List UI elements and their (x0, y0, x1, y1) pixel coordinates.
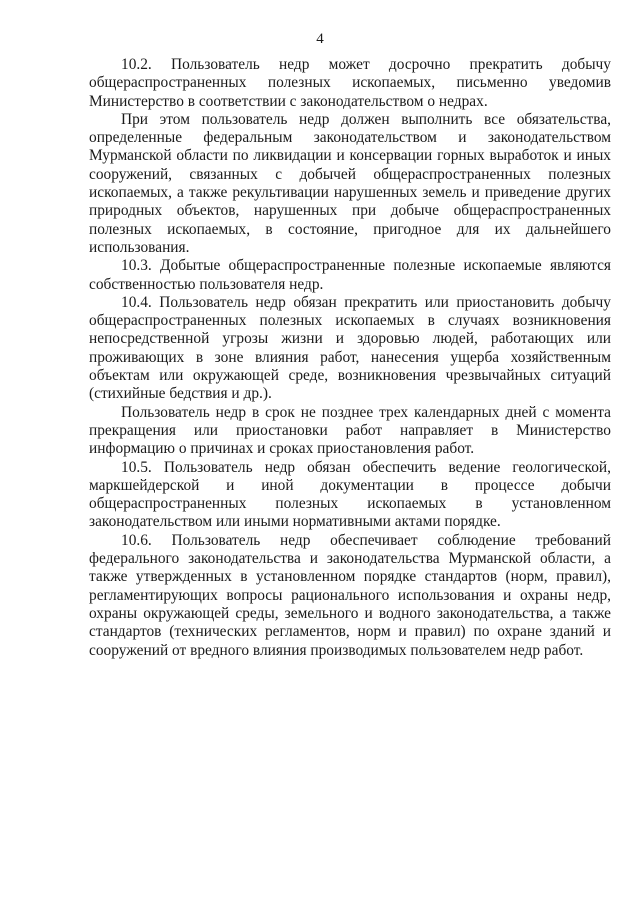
paragraph-10-5: 10.5. Пользователь недр обязан обеспечить ведение геологической, маркшейдерской и иной документации в процессе добычи общераспространенных полезных ископаемых в установленном законодательством или иными нормативными актами порядке. (89, 458, 611, 531)
paragraph-10-2: 10.2. Пользователь недр может досрочно прекратить добычу общераспространенных полезных ископаемых, письменно уведомив Министерство в соответствии с законодательством о недрах. (89, 56, 611, 110)
paragraph-10-3: 10.3. Добытые общераспространенные полезные ископаемые являются собственностью пользователя недр. (89, 257, 611, 293)
paragraph-10-4: 10.4. Пользователь недр обязан прекратить или приостановить добычу общераспространенных полезных ископаемых в случаях возникновения непосредственной угрозы жизни и здоровью людей, работающих или проживающих в зоне влияния работ, нанесения ущерба хозяйственным объектам или окружающей среде, возникновения чрезвычайных ситуаций (стихийные бедствия и др.). (89, 293, 611, 403)
document-body (89, 56, 611, 660)
paragraph-notification-term: Пользователь недр в срок не позднее трех календарных дней с момента прекращения или приостановки работ направляет в Министерство информацию о причинах и сроках приостановления работ. (89, 403, 611, 458)
paragraph-obligations: При этом пользователь недр должен выполнить все обязательства, определенные федеральным законодательством и законодательством Мурманской области по ликвидации и консервации горных выработок и иных сооружений, связанных с добычей общераспространенных полезных ископаемых, а также рекультивации нарушенных земель и приведение других природных объектов, нарушенных при добыче общераспространенных полезных ископаемых, в состояние, пригодное для их дальнейшего использования. (89, 110, 611, 256)
paragraph-10-6: 10.6. Пользователь недр обеспечивает соблюдение требований федерального законодательства и законодательства Мурманской области, а также утвержденных в установленном порядке стандартов (норм, правил), регламентирующих вопросы рационального использования и охраны недр, охраны окружающей среды, земельного и водного законодательства, а также стандартов (технических регламентов, норм и правил) по охране зданий и сооружений от вредного влияния производимых пользователем недр работ. (89, 531, 611, 659)
page-number: 4 (316, 31, 324, 47)
